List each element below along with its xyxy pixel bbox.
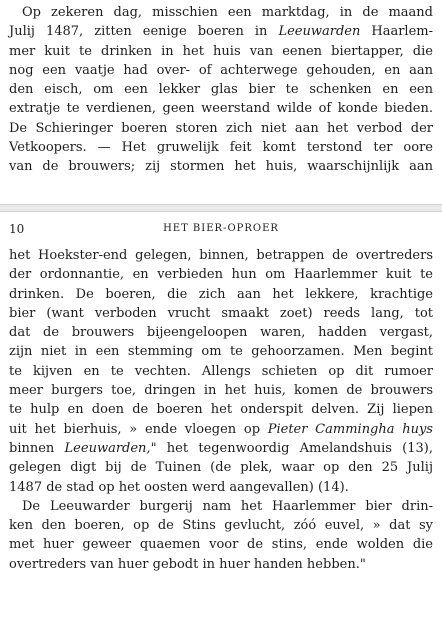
page-bottom bbox=[0, 218, 442, 618]
text-line: dat de brouwers bijeengeloopen waren, hadden vergast, bbox=[9, 325, 433, 341]
text-line: uit het bierhuis, » ende vloegen op Pieter Cammingha huys bbox=[9, 421, 433, 437]
text-line: zijn niet in een stemming om te gehoorzamen. Men begint bbox=[9, 344, 433, 360]
page-top-text bbox=[9, 3, 433, 177]
text-line: Op zekeren dag, misschien een marktdag, in de maand bbox=[22, 5, 433, 20]
italic-phrase: Leeuwarden bbox=[278, 24, 361, 40]
text-line: nog een vaatje had over- of achterwege gehouden, en aan bbox=[9, 62, 433, 78]
text-line: den eisch, om een lekker glas bier te schenken en een bbox=[9, 82, 433, 98]
italic-phrase: Leeuwarden, bbox=[64, 440, 151, 456]
text-line: het Hoekster-end gelegen, binnen, betrappen de overtreders bbox=[9, 248, 433, 263]
text-line: met huer geweer quaemen voor de stins, ende wolden die bbox=[9, 537, 433, 553]
text-line: ken den boeren, op de Stins gevlucht, zóó euvel, » dat sy bbox=[9, 518, 433, 534]
text-line: der ordonnantie, en verbieden hun om Haarlemmer kuit te bbox=[9, 267, 433, 283]
text-line: Julij 1487, zitten eenige boeren in Leeuwarden Haarlem- bbox=[9, 24, 434, 40]
text-line: De Schieringer boeren storen zich niet aan het verbod der bbox=[9, 120, 433, 136]
text-line: overtreders van huer gebodt in huer handen hebben." bbox=[9, 556, 366, 572]
running-head bbox=[9, 222, 433, 240]
text-line: De Leeuwarder burgerij nam het Haarlemmer bier drin- bbox=[22, 498, 433, 514]
page-divider bbox=[0, 204, 442, 212]
text-line: binnen Leeuwarden," het tegenwoordig Amelandshuis (13), bbox=[9, 440, 433, 456]
running-head-title: HET BIER-OPROER bbox=[163, 223, 279, 234]
text-line: gelegen digt bij de Tuinen (de plek, waar op den 25 Julij bbox=[9, 460, 433, 476]
text-line: te hulp en doen de boeren het onderspit delven. Zij liepen bbox=[9, 402, 433, 418]
text-line: mer kuit te drinken in het huis van eenen biertapper, die bbox=[9, 43, 433, 59]
page-bottom-text bbox=[9, 246, 433, 574]
text-line: drinken. De boeren, die zich aan het lekkere, krachtige bbox=[9, 286, 433, 302]
text-line: extratje te verdienen, geen weerstand wilde of konde bieden. bbox=[9, 101, 433, 117]
page-top bbox=[0, 0, 442, 196]
text-line: te kijven en te vechten. Allengs schieten op dit rumoer bbox=[9, 363, 433, 379]
text-line: 1487 de stad op het oosten werd aangevallen) (14). bbox=[9, 479, 349, 495]
page-number: 10 bbox=[9, 222, 25, 236]
text-line: Vetkoopers. — Het gruwelijk feit komt terstond ter oore bbox=[9, 140, 433, 156]
text-line: van de brouwers; zij stormen het huis, waarschijnlijk aan bbox=[9, 159, 433, 175]
italic-phrase: Pieter Cammingha huys bbox=[267, 421, 433, 437]
text-line: bier (want verboden vrucht smaakt zoet) reeds lang, tot bbox=[9, 305, 433, 321]
text-line: meer burgers toe, dringen in het huis, komen de brouwers bbox=[9, 383, 433, 399]
